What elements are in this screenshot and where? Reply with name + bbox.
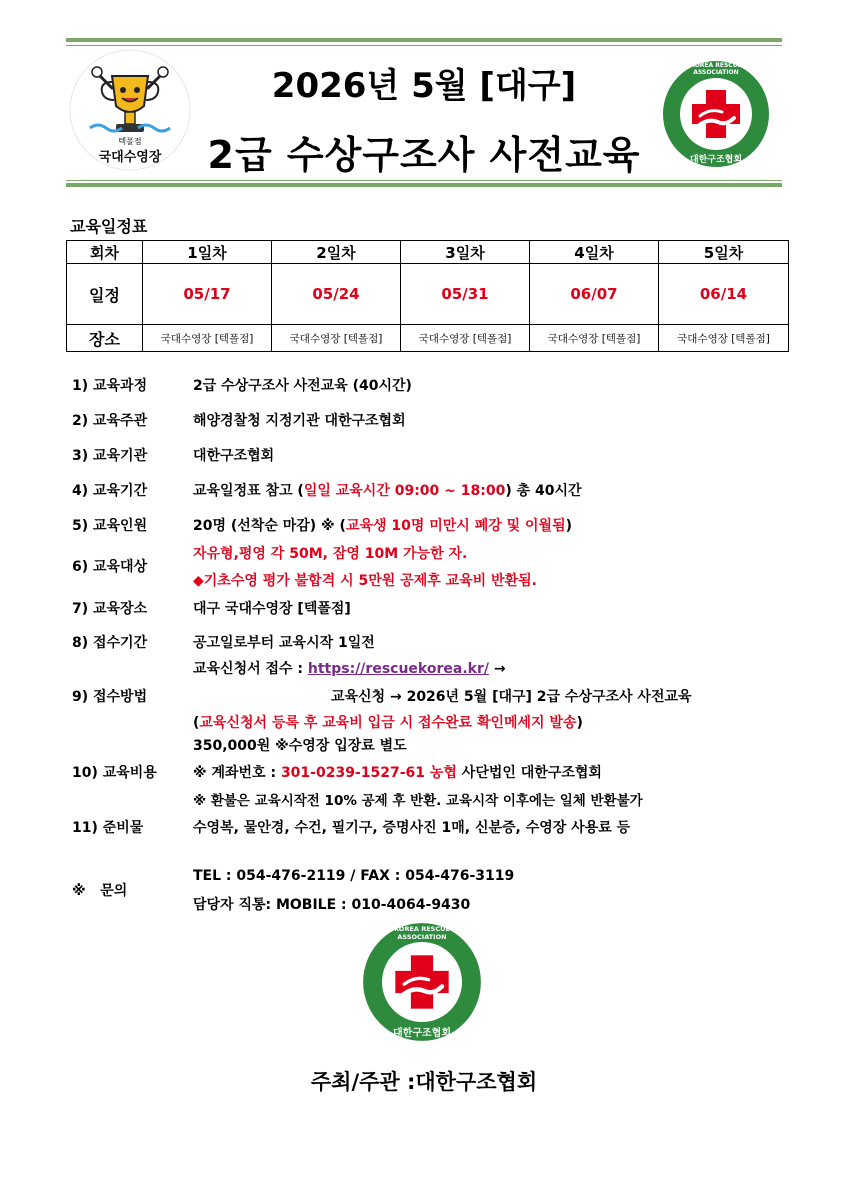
- rescue-association-logo: [662, 60, 770, 168]
- schedule-round: 1일차: [143, 241, 272, 264]
- period-text: 교육일정표 참고 (: [193, 483, 304, 499]
- schedule-place: 국대수영장 [텍폴점]: [272, 325, 401, 352]
- host-label: 2) 교육주관: [72, 413, 148, 429]
- schedule-table: [66, 240, 789, 352]
- rescue-association-seal: [362, 922, 482, 1042]
- header-rule-bottom-thin: [66, 180, 782, 181]
- fee-label: 10) 교육비용: [72, 765, 157, 781]
- pool-logo-text: 국대수영장: [98, 150, 162, 165]
- schedule-date: 05/24: [272, 264, 401, 325]
- contact-label: ※ 문의: [72, 883, 128, 899]
- schedule-place: 국대수영장 [텍폴점]: [530, 325, 659, 352]
- schedule-date: 05/31: [401, 264, 530, 325]
- period-total: ) 총 40시간: [505, 483, 582, 499]
- venue-label: 7) 교육장소: [72, 601, 148, 617]
- seal-ring-text: KOREA RESCUE ASSOCIATION: [394, 925, 450, 941]
- rescue-logo-ring-text: KOREA RESCUE ASSOCIATION: [690, 62, 742, 76]
- schedule-row-date: [67, 264, 789, 325]
- schedule-place: 국대수영장 [텍폴점]: [401, 325, 530, 352]
- period-label: 4) 교육기간: [72, 483, 148, 499]
- course-value: 2급 수상구조사 사전교육 (40시간): [193, 378, 412, 394]
- target-line1: 자유형,평영 각 50M, 잠영 10M 가능한 자.: [193, 546, 468, 562]
- schedule-place: 국대수영장 [텍폴점]: [659, 325, 789, 352]
- schedule-round: 3일차: [401, 241, 530, 264]
- pool-logo-small-text: 텍폴점: [118, 137, 142, 146]
- schedule-date: 05/17: [143, 264, 272, 325]
- reception-value: 공고일로부터 교육시작 1일전: [193, 635, 375, 651]
- reception-label: 8) 접수기간: [72, 635, 148, 651]
- fee-account-number: 301-0239-1527-61 농협: [280, 765, 457, 781]
- page-title-line2: 2급 수상구조사 사전교육: [207, 133, 641, 177]
- people-label: 5) 교육인원: [72, 518, 148, 534]
- method-line1: [193, 658, 506, 678]
- contact-line1: TEL : 054-476-2119 / FAX : 054-476-3119: [193, 868, 515, 884]
- method-label: 9) 접수방법: [72, 689, 148, 705]
- method-arrow: →: [488, 661, 506, 677]
- target-line2: ◆기초수영 평가 불합격 시 5만원 공제후 교육비 반환됨.: [193, 573, 537, 589]
- fee-account-label: ※ 계좌번호 :: [193, 765, 281, 781]
- schedule-date: 06/14: [659, 264, 789, 325]
- fee-line3: ※ 환불은 교육시작전 10% 공제 후 반환. 교육시작 이후에는 일체 반환불가: [193, 793, 643, 809]
- host-value: 해양경찰청 지정기관 대한구조협회: [193, 413, 406, 429]
- header-rule-top-thin: [66, 45, 782, 46]
- schedule-place: 국대수영장 [텍폴점]: [143, 325, 272, 352]
- method-notice: 교육신청서 등록 후 교육비 입금 시 접수완료 확인메세지 발송: [199, 715, 577, 731]
- people-warning: 교육생 10명 미만시 폐강 및 이월됨: [345, 518, 566, 534]
- method-text: 교육신청서 접수 :: [193, 661, 308, 677]
- fee-account-holder: 사단법인 대한구조협회: [456, 765, 602, 781]
- schedule-row-place: [67, 325, 789, 352]
- method-line3: [193, 712, 583, 732]
- schedule-round: 5일차: [659, 241, 789, 264]
- people-close: ): [565, 518, 573, 534]
- method-paren-open: (: [193, 715, 200, 731]
- organizer-footer: 주최/주관 :대한구조협회: [310, 1070, 538, 1094]
- org-label: 3) 교육기관: [72, 448, 148, 464]
- contact-line2: 담당자 직통: MOBILE : 010-4064-9430: [193, 897, 471, 913]
- schedule-label-round: 회차: [67, 241, 143, 264]
- org-value: 대한구조협회: [193, 448, 275, 464]
- schedule-heading: 교육일정표: [70, 217, 148, 236]
- period-hours: 일일 교육시간 09:00 ~ 18:00: [303, 483, 506, 499]
- period-value: [193, 480, 582, 500]
- schedule-label-place: 장소: [67, 325, 143, 352]
- schedule-row-round: [67, 241, 789, 264]
- method-paren-close: ): [576, 715, 583, 731]
- page-title-line1: 2026년 5월 [대구]: [271, 66, 577, 106]
- people-value: [193, 515, 572, 535]
- people-text: 20명 (선착순 마감) ※ (: [193, 518, 346, 534]
- schedule-label-date: 일정: [67, 264, 143, 325]
- fee-line1: 350,000원 ※수영장 입장료 별도: [193, 738, 407, 754]
- seal-name: 대한구조협회: [393, 1028, 451, 1039]
- course-label: 1) 교육과정: [72, 378, 148, 394]
- schedule-round: 2일차: [272, 241, 401, 264]
- schedule-date: 06/07: [530, 264, 659, 325]
- venue-value: 대구 국대수영장 [텍폴점]: [193, 601, 351, 617]
- target-label: 6) 교육대상: [72, 559, 148, 575]
- header-rule-top: [66, 38, 782, 42]
- supplies-label: 11) 준비물: [72, 820, 144, 836]
- method-line2: 교육신청 → 2026년 5월 [대구] 2급 수상구조사 사전교육: [331, 689, 692, 705]
- supplies-value: 수영복, 물안경, 수건, 필기구, 증명사진 1매, 신분증, 수영장 사용료 등: [193, 820, 631, 836]
- fee-line2: [193, 762, 602, 782]
- schedule-round: 4일차: [530, 241, 659, 264]
- rescue-logo-name: 대한구조협회: [689, 155, 743, 165]
- header-rule-bottom: [66, 183, 782, 187]
- method-link[interactable]: https://rescuekorea.kr/: [307, 661, 489, 677]
